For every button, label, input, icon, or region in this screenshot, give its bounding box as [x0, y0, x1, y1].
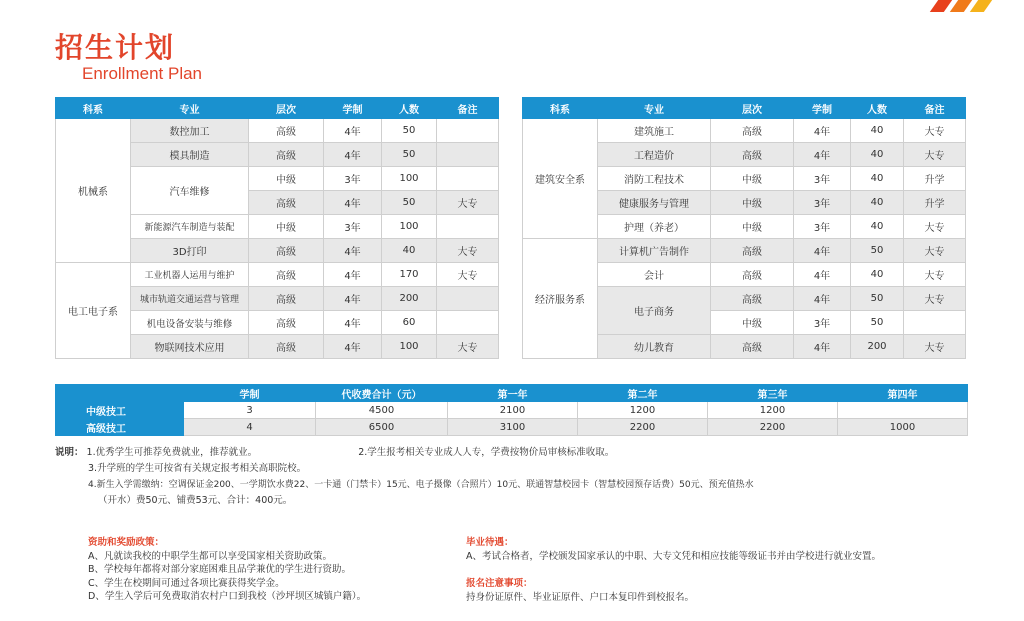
- years-cell: 4年: [794, 263, 851, 287]
- year1-cell: 3100: [448, 419, 578, 436]
- notes-block: [55, 445, 975, 509]
- dept-cell: 建筑安全系: [523, 119, 598, 239]
- section-text: A、考试合格者，学校颁发国家承认的中职、大专文凭和相应技能等级证书并由学校进行就业安置。: [466, 550, 882, 562]
- count-cell: 40: [851, 191, 904, 215]
- count-cell: 40: [851, 167, 904, 191]
- column-header: 专业: [598, 98, 711, 119]
- column-header: [56, 385, 184, 402]
- column-header: 人数: [382, 98, 437, 119]
- count-cell: 40: [382, 239, 437, 263]
- count-cell: 40: [851, 119, 904, 143]
- table-row: [523, 239, 966, 263]
- note-cell: 升学: [904, 191, 966, 215]
- note-cell: 大专: [904, 215, 966, 239]
- column-header: 层次: [249, 98, 324, 119]
- major-cell: 健康服务与管理: [598, 191, 711, 215]
- note-cell: [437, 311, 499, 335]
- column-header: 备注: [904, 98, 966, 119]
- note-cell: [437, 287, 499, 311]
- level-cell: 高级: [249, 191, 324, 215]
- note-cell: [437, 143, 499, 167]
- count-cell: 100: [382, 335, 437, 359]
- fee-table: [55, 384, 968, 436]
- count-cell: 100: [382, 215, 437, 239]
- level-cell: 高级: [249, 119, 324, 143]
- level-cell: 中级: [249, 215, 324, 239]
- list-item: C、学生在校期间可通过各项比赛获得奖学金。: [88, 577, 285, 589]
- years-cell: 4年: [324, 239, 382, 263]
- note-cell: [904, 311, 966, 335]
- years-cell: 4年: [794, 287, 851, 311]
- major-cell: 城市轨道交通运营与管理: [131, 287, 249, 311]
- column-header: 人数: [851, 98, 904, 119]
- major-cell: 幼儿教育: [598, 335, 711, 359]
- note-cell: 大专: [437, 191, 499, 215]
- column-header: 科系: [523, 98, 598, 119]
- level-cell: 中级: [249, 167, 324, 191]
- note-5: （开水）费50元、铺费53元、合计：400元。: [98, 495, 293, 506]
- column-header: 科系: [56, 98, 131, 119]
- list-item: A、凡就读我校的中职学生都可以享受国家相关资助政策。: [88, 550, 332, 562]
- table-row: [56, 402, 968, 419]
- years-cell: 4年: [324, 263, 382, 287]
- years-cell: 4年: [324, 191, 382, 215]
- count-cell: 200: [851, 335, 904, 359]
- left-enrollment-table: [55, 97, 499, 359]
- major-cell: 新能源汽车制造与装配: [131, 215, 249, 239]
- year4-cell: [838, 402, 968, 419]
- level-cell: 高级: [711, 335, 794, 359]
- level-cell: 高级: [711, 119, 794, 143]
- list-item: D、学生入学后可免费取消农村户口到我校（沙坪坝区城镇户籍）。: [88, 591, 367, 602]
- major-cell: 模具制造: [131, 143, 249, 167]
- note-4: 4.新生入学需缴纳：空调保证金200、一学期饮水费22、一卡通（门禁卡）15元、电子摄像（合照片）10元、联通智慧校园卡（智慧校园预存话费）50元、预充值热水: [88, 480, 754, 490]
- level-cell: 高级: [249, 239, 324, 263]
- major-cell: 护理（养老）: [598, 215, 711, 239]
- column-header: 备注: [437, 98, 499, 119]
- note-cell: 大专: [437, 335, 499, 359]
- count-cell: 40: [851, 263, 904, 287]
- note-cell: [437, 215, 499, 239]
- table-row: [56, 419, 968, 436]
- column-header: 层次: [711, 98, 794, 119]
- level-cell: 高级: [711, 287, 794, 311]
- years-cell: 4年: [794, 119, 851, 143]
- note-cell: 大专: [437, 239, 499, 263]
- page-title: 招生计划: [55, 31, 176, 64]
- column-header: 学制: [184, 385, 316, 402]
- year2-cell: 1200: [578, 402, 708, 419]
- note-cell: [437, 167, 499, 191]
- major-cell: 电子商务: [598, 287, 711, 335]
- count-cell: 50: [851, 311, 904, 335]
- level-cell: 中级: [711, 191, 794, 215]
- note-cell: 大专: [904, 239, 966, 263]
- dept-cell: 机械系: [56, 119, 131, 263]
- years-cell: 3年: [324, 167, 382, 191]
- row-label: 中级技工: [56, 402, 184, 419]
- graduation-section: [466, 536, 881, 563]
- year3-cell: 2200: [708, 419, 838, 436]
- level-cell: 高级: [249, 311, 324, 335]
- count-cell: 60: [382, 311, 437, 335]
- dept-cell: 电工电子系: [56, 263, 131, 359]
- year2-cell: 2200: [578, 419, 708, 436]
- year3-cell: 1200: [708, 402, 838, 419]
- years-cell: 3年: [794, 215, 851, 239]
- years-cell: 3年: [794, 311, 851, 335]
- major-cell: 会计: [598, 263, 711, 287]
- section-title: 资助和奖励政策：: [88, 537, 165, 548]
- level-cell: 高级: [249, 263, 324, 287]
- count-cell: 50: [382, 191, 437, 215]
- corner-stripes-decoration: [934, 0, 1014, 12]
- column-header: 学制: [794, 98, 851, 119]
- count-cell: 40: [851, 215, 904, 239]
- list-item: B、学校每年都将对部分家庭困难且品学兼优的学生进行资助。: [88, 564, 352, 575]
- section-title: 毕业待遇：: [466, 537, 514, 548]
- years-cell: 4年: [794, 143, 851, 167]
- level-cell: 高级: [711, 239, 794, 263]
- table-row: [56, 263, 499, 287]
- total-cell: 4500: [316, 402, 448, 419]
- level-cell: 高级: [249, 143, 324, 167]
- section-title: 报名注意事项：: [466, 578, 533, 589]
- page-subtitle: Enrollment Plan: [82, 64, 203, 83]
- level-cell: 中级: [711, 311, 794, 335]
- years-cell: 4年: [324, 311, 382, 335]
- section-text: 持身份证原件、毕业证原件、户口本复印件到校报名。: [466, 591, 695, 603]
- major-cell: 物联网技术应用: [131, 335, 249, 359]
- level-cell: 高级: [249, 287, 324, 311]
- table-header-row: [523, 98, 966, 119]
- column-header: 第一年: [448, 385, 578, 402]
- note-cell: [437, 119, 499, 143]
- column-header: 第二年: [578, 385, 708, 402]
- year1-cell: 2100: [448, 402, 578, 419]
- note-cell: 大专: [904, 335, 966, 359]
- years-cell: 4年: [324, 287, 382, 311]
- level-cell: 中级: [711, 167, 794, 191]
- note-cell: 大专: [904, 143, 966, 167]
- total-cell: 6500: [316, 419, 448, 436]
- table-row: [523, 119, 966, 143]
- major-cell: 建筑施工: [598, 119, 711, 143]
- count-cell: 50: [382, 143, 437, 167]
- level-cell: 中级: [711, 215, 794, 239]
- years-cell: 4年: [324, 143, 382, 167]
- dept-cell: 经济服务系: [523, 239, 598, 359]
- years-cell: 4: [184, 419, 316, 436]
- years-cell: 4年: [324, 335, 382, 359]
- years-cell: 3年: [794, 191, 851, 215]
- notes-line: [55, 445, 975, 461]
- column-header: 第四年: [838, 385, 968, 402]
- note-cell: 大专: [904, 263, 966, 287]
- count-cell: 100: [382, 167, 437, 191]
- note-cell: 大专: [904, 287, 966, 311]
- note-2: 2.学生报考相关专业成人人专，学费按物价局审核标准收取。: [358, 447, 615, 458]
- major-cell: 数控加工: [131, 119, 249, 143]
- table-row: [56, 119, 499, 143]
- column-header: 学制: [324, 98, 382, 119]
- count-cell: 200: [382, 287, 437, 311]
- column-header: 专业: [131, 98, 249, 119]
- major-cell: 3D打印: [131, 239, 249, 263]
- note-3: 3.升学班的学生可按省有关规定报考相关高职院校。: [88, 463, 307, 474]
- major-cell: 汽车维修: [131, 167, 249, 215]
- aid-policy-section: [88, 536, 366, 604]
- years-cell: 3年: [794, 167, 851, 191]
- row-label: 高级技工: [56, 419, 184, 436]
- level-cell: 高级: [711, 263, 794, 287]
- registration-section: [466, 577, 694, 604]
- table-header-row: [56, 385, 968, 402]
- right-enrollment-table: [522, 97, 966, 359]
- years-cell: 4年: [794, 239, 851, 263]
- years-cell: 4年: [794, 335, 851, 359]
- major-cell: 机电设备安装与维修: [131, 311, 249, 335]
- note-cell: 大专: [437, 263, 499, 287]
- notes-label: 说明：: [55, 447, 84, 458]
- major-cell: 工程造价: [598, 143, 711, 167]
- note-1: 1.优秀学生可推荐免费就业，推荐就业。: [86, 447, 258, 458]
- level-cell: 高级: [249, 335, 324, 359]
- count-cell: 50: [382, 119, 437, 143]
- count-cell: 40: [851, 143, 904, 167]
- major-cell: 消防工程技术: [598, 167, 711, 191]
- years-cell: 3: [184, 402, 316, 419]
- years-cell: 3年: [324, 215, 382, 239]
- years-cell: 4年: [324, 119, 382, 143]
- count-cell: 50: [851, 239, 904, 263]
- column-header: 第三年: [708, 385, 838, 402]
- major-cell: 计算机广告制作: [598, 239, 711, 263]
- table-header-row: [56, 98, 499, 119]
- note-cell: 升学: [904, 167, 966, 191]
- note-cell: 大专: [904, 119, 966, 143]
- count-cell: 170: [382, 263, 437, 287]
- major-cell: 工业机器人运用与维护: [131, 263, 249, 287]
- level-cell: 高级: [711, 143, 794, 167]
- count-cell: 50: [851, 287, 904, 311]
- year4-cell: 1000: [838, 419, 968, 436]
- column-header: 代收费合计（元）: [316, 385, 448, 402]
